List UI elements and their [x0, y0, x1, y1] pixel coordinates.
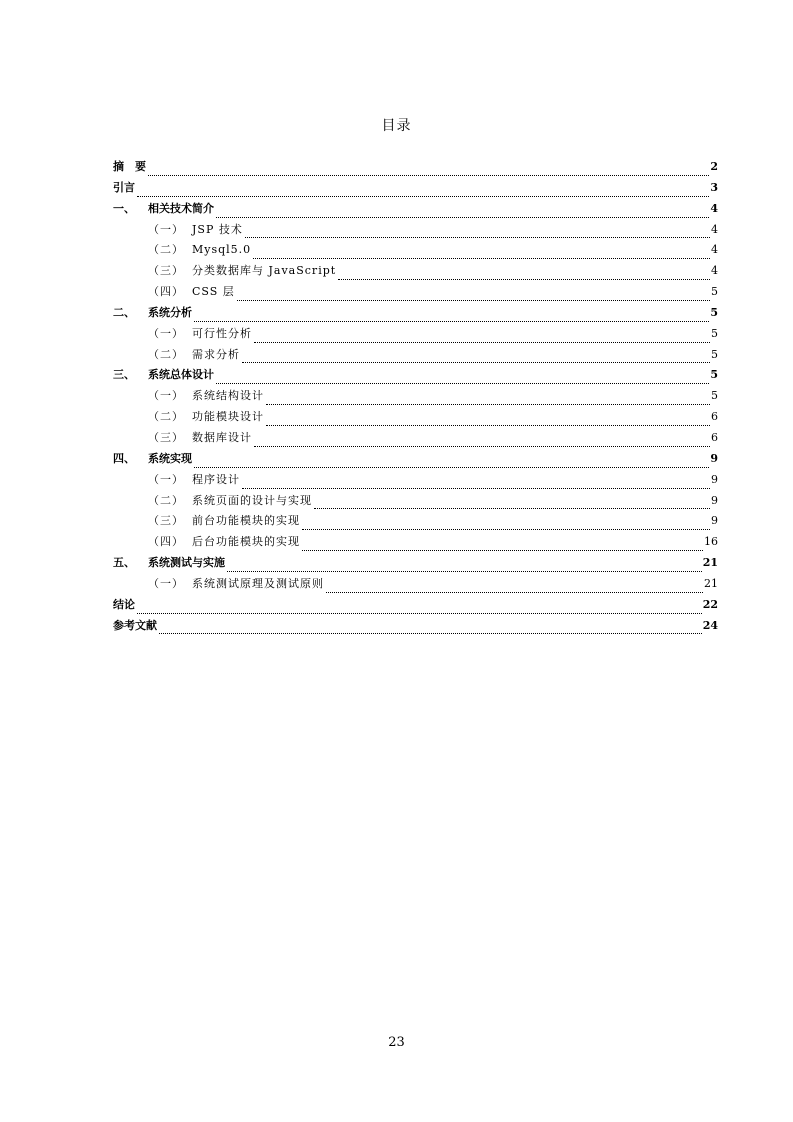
toc-entry-page: 5 — [711, 326, 718, 340]
toc-entry-title: JSP 技术 — [192, 222, 243, 236]
toc-dot-leader — [266, 425, 710, 426]
toc-entry-page: 9 — [711, 493, 718, 507]
toc-entry-number: （三） — [148, 264, 184, 278]
toc-entry[interactable] — [113, 221, 718, 242]
toc-entry-page: 4 — [710, 201, 718, 215]
toc-dot-leader — [194, 467, 709, 468]
toc-entry-page: 5 — [711, 389, 718, 403]
toc-entry-title: 分类数据库与 JavaScript — [192, 264, 337, 278]
toc-entry[interactable] — [113, 471, 718, 492]
toc-dot-leader — [194, 321, 709, 322]
toc-entry[interactable] — [113, 325, 718, 346]
toc-dot-leader — [242, 362, 710, 363]
toc-entry-title: 程序设计 — [192, 472, 240, 486]
toc-entry-number: 五、 — [113, 556, 135, 570]
toc-entry-number: （二） — [148, 493, 184, 507]
toc-dot-leader — [302, 529, 710, 530]
toc-entry-title: 系统实现 — [148, 451, 192, 465]
toc-entry-page: 4 — [711, 264, 718, 278]
toc-dot-leader — [253, 258, 710, 259]
toc-entry-title: 后台功能模块的实现 — [192, 535, 300, 549]
toc-entry-page: 5 — [710, 368, 718, 382]
toc-dot-leader — [302, 550, 703, 551]
toc-entry-page: 21 — [704, 576, 718, 590]
toc-entry-title: 前台功能模块的实现 — [192, 514, 300, 528]
toc-entry-title: 引言 — [113, 180, 135, 194]
toc-entry-number: （三） — [148, 430, 184, 444]
toc-entry[interactable] — [113, 241, 718, 262]
toc-entry-number: （三） — [148, 514, 184, 528]
toc-entry-title: 系统分析 — [148, 305, 192, 319]
toc-entry-title: 可行性分析 — [192, 326, 252, 340]
toc-entry-page: 6 — [711, 410, 718, 424]
toc-entry-page: 9 — [710, 451, 718, 465]
toc-entry-page: 9 — [711, 514, 718, 528]
toc-entry-page: 22 — [702, 597, 718, 611]
toc-dot-leader — [254, 446, 710, 447]
toc-dot-leader — [148, 175, 709, 176]
toc-entry-title: 需求分析 — [192, 347, 240, 361]
toc-entry[interactable] — [113, 450, 718, 471]
toc-entry[interactable] — [113, 429, 718, 450]
toc-entry[interactable] — [113, 492, 718, 513]
toc-entry[interactable] — [113, 304, 718, 325]
toc-dot-leader — [338, 279, 710, 280]
toc-entry[interactable] — [113, 366, 718, 387]
toc-dot-leader — [137, 613, 702, 614]
toc-entry-number: 二、 — [113, 305, 135, 319]
page-number: 23 — [388, 1035, 405, 1050]
toc-entry-title: 数据库设计 — [192, 430, 252, 444]
toc-dot-leader — [216, 383, 709, 384]
toc-entry-number: 四、 — [113, 451, 135, 465]
toc-entry-page: 2 — [710, 160, 718, 173]
toc-entry-title: 系统结构设计 — [192, 389, 264, 403]
toc-entry[interactable] — [113, 283, 718, 304]
toc-entry-page: 5 — [711, 347, 718, 361]
toc-entry[interactable] — [113, 575, 718, 596]
toc-entry-number: 三、 — [113, 368, 135, 382]
toc-dot-leader — [227, 571, 702, 572]
toc-entry-page: 24 — [702, 618, 718, 632]
toc-dot-leader — [314, 508, 710, 509]
toc-dot-leader — [159, 633, 702, 634]
toc-entry[interactable] — [113, 158, 718, 179]
toc-entry-title: 摘 要 — [113, 160, 146, 173]
toc-entry-number: （二） — [148, 243, 184, 257]
toc-entry[interactable] — [113, 200, 718, 221]
toc-entry-page: 9 — [711, 472, 718, 486]
toc-entry[interactable] — [113, 179, 718, 200]
toc-entry-number: （四） — [148, 535, 184, 549]
toc-entry[interactable] — [113, 617, 718, 638]
toc-entry-number: 一、 — [113, 201, 135, 215]
toc-entry-number: （二） — [148, 410, 184, 424]
toc-entry[interactable] — [113, 387, 718, 408]
toc-dot-leader — [242, 488, 710, 489]
toc-entry-page: 5 — [710, 305, 718, 319]
toc-entry-number: （一） — [148, 389, 184, 403]
toc-dot-leader — [266, 404, 710, 405]
toc-dot-leader — [237, 300, 710, 301]
toc-entry-title: 系统总体设计 — [148, 368, 214, 382]
toc-entry[interactable] — [113, 262, 718, 283]
toc-entry-number: （一） — [148, 326, 184, 340]
toc-entry-number: （二） — [148, 347, 184, 361]
toc-entry-title: 系统页面的设计与实现 — [192, 493, 312, 507]
toc-dot-leader — [216, 217, 709, 218]
toc-entry-number: （四） — [148, 285, 184, 299]
toc-entry-title: 系统测试原理及测试原则 — [192, 576, 324, 590]
toc-entry-page: 21 — [702, 556, 718, 570]
toc-entry-page: 3 — [710, 180, 718, 194]
toc-entry[interactable] — [113, 408, 718, 429]
toc-entry[interactable] — [113, 346, 718, 367]
toc-entry-number: （一） — [148, 576, 184, 590]
toc-list — [113, 158, 718, 637]
toc-dot-leader — [137, 196, 709, 197]
toc-entry[interactable] — [113, 554, 718, 575]
toc-dot-leader — [245, 237, 710, 238]
toc-entry-title: 系统测试与实施 — [148, 556, 225, 570]
toc-entry[interactable] — [113, 596, 718, 617]
toc-entry-title: Mysql5.0 — [192, 243, 252, 257]
toc-title: 目录 — [381, 118, 412, 134]
toc-entry-page: 4 — [711, 243, 718, 257]
toc-entry-number: （一） — [148, 472, 184, 486]
toc-entry-title: 相关技术简介 — [148, 201, 214, 215]
toc-entry-title: 结论 — [113, 597, 135, 611]
toc-entry-page: 4 — [711, 222, 718, 236]
toc-entry-title: CSS 层 — [192, 285, 235, 299]
toc-dot-leader — [254, 342, 710, 343]
toc-entry-page: 16 — [704, 535, 718, 549]
toc-entry-title: 功能模块设计 — [192, 410, 264, 424]
toc-entry-page: 5 — [711, 285, 718, 299]
toc-entry[interactable] — [113, 533, 718, 554]
toc-entry-number: （一） — [148, 222, 184, 236]
toc-dot-leader — [326, 592, 703, 593]
toc-entry-title: 参考文献 — [113, 618, 157, 632]
toc-entry[interactable] — [113, 512, 718, 533]
toc-entry-page: 6 — [711, 430, 718, 444]
